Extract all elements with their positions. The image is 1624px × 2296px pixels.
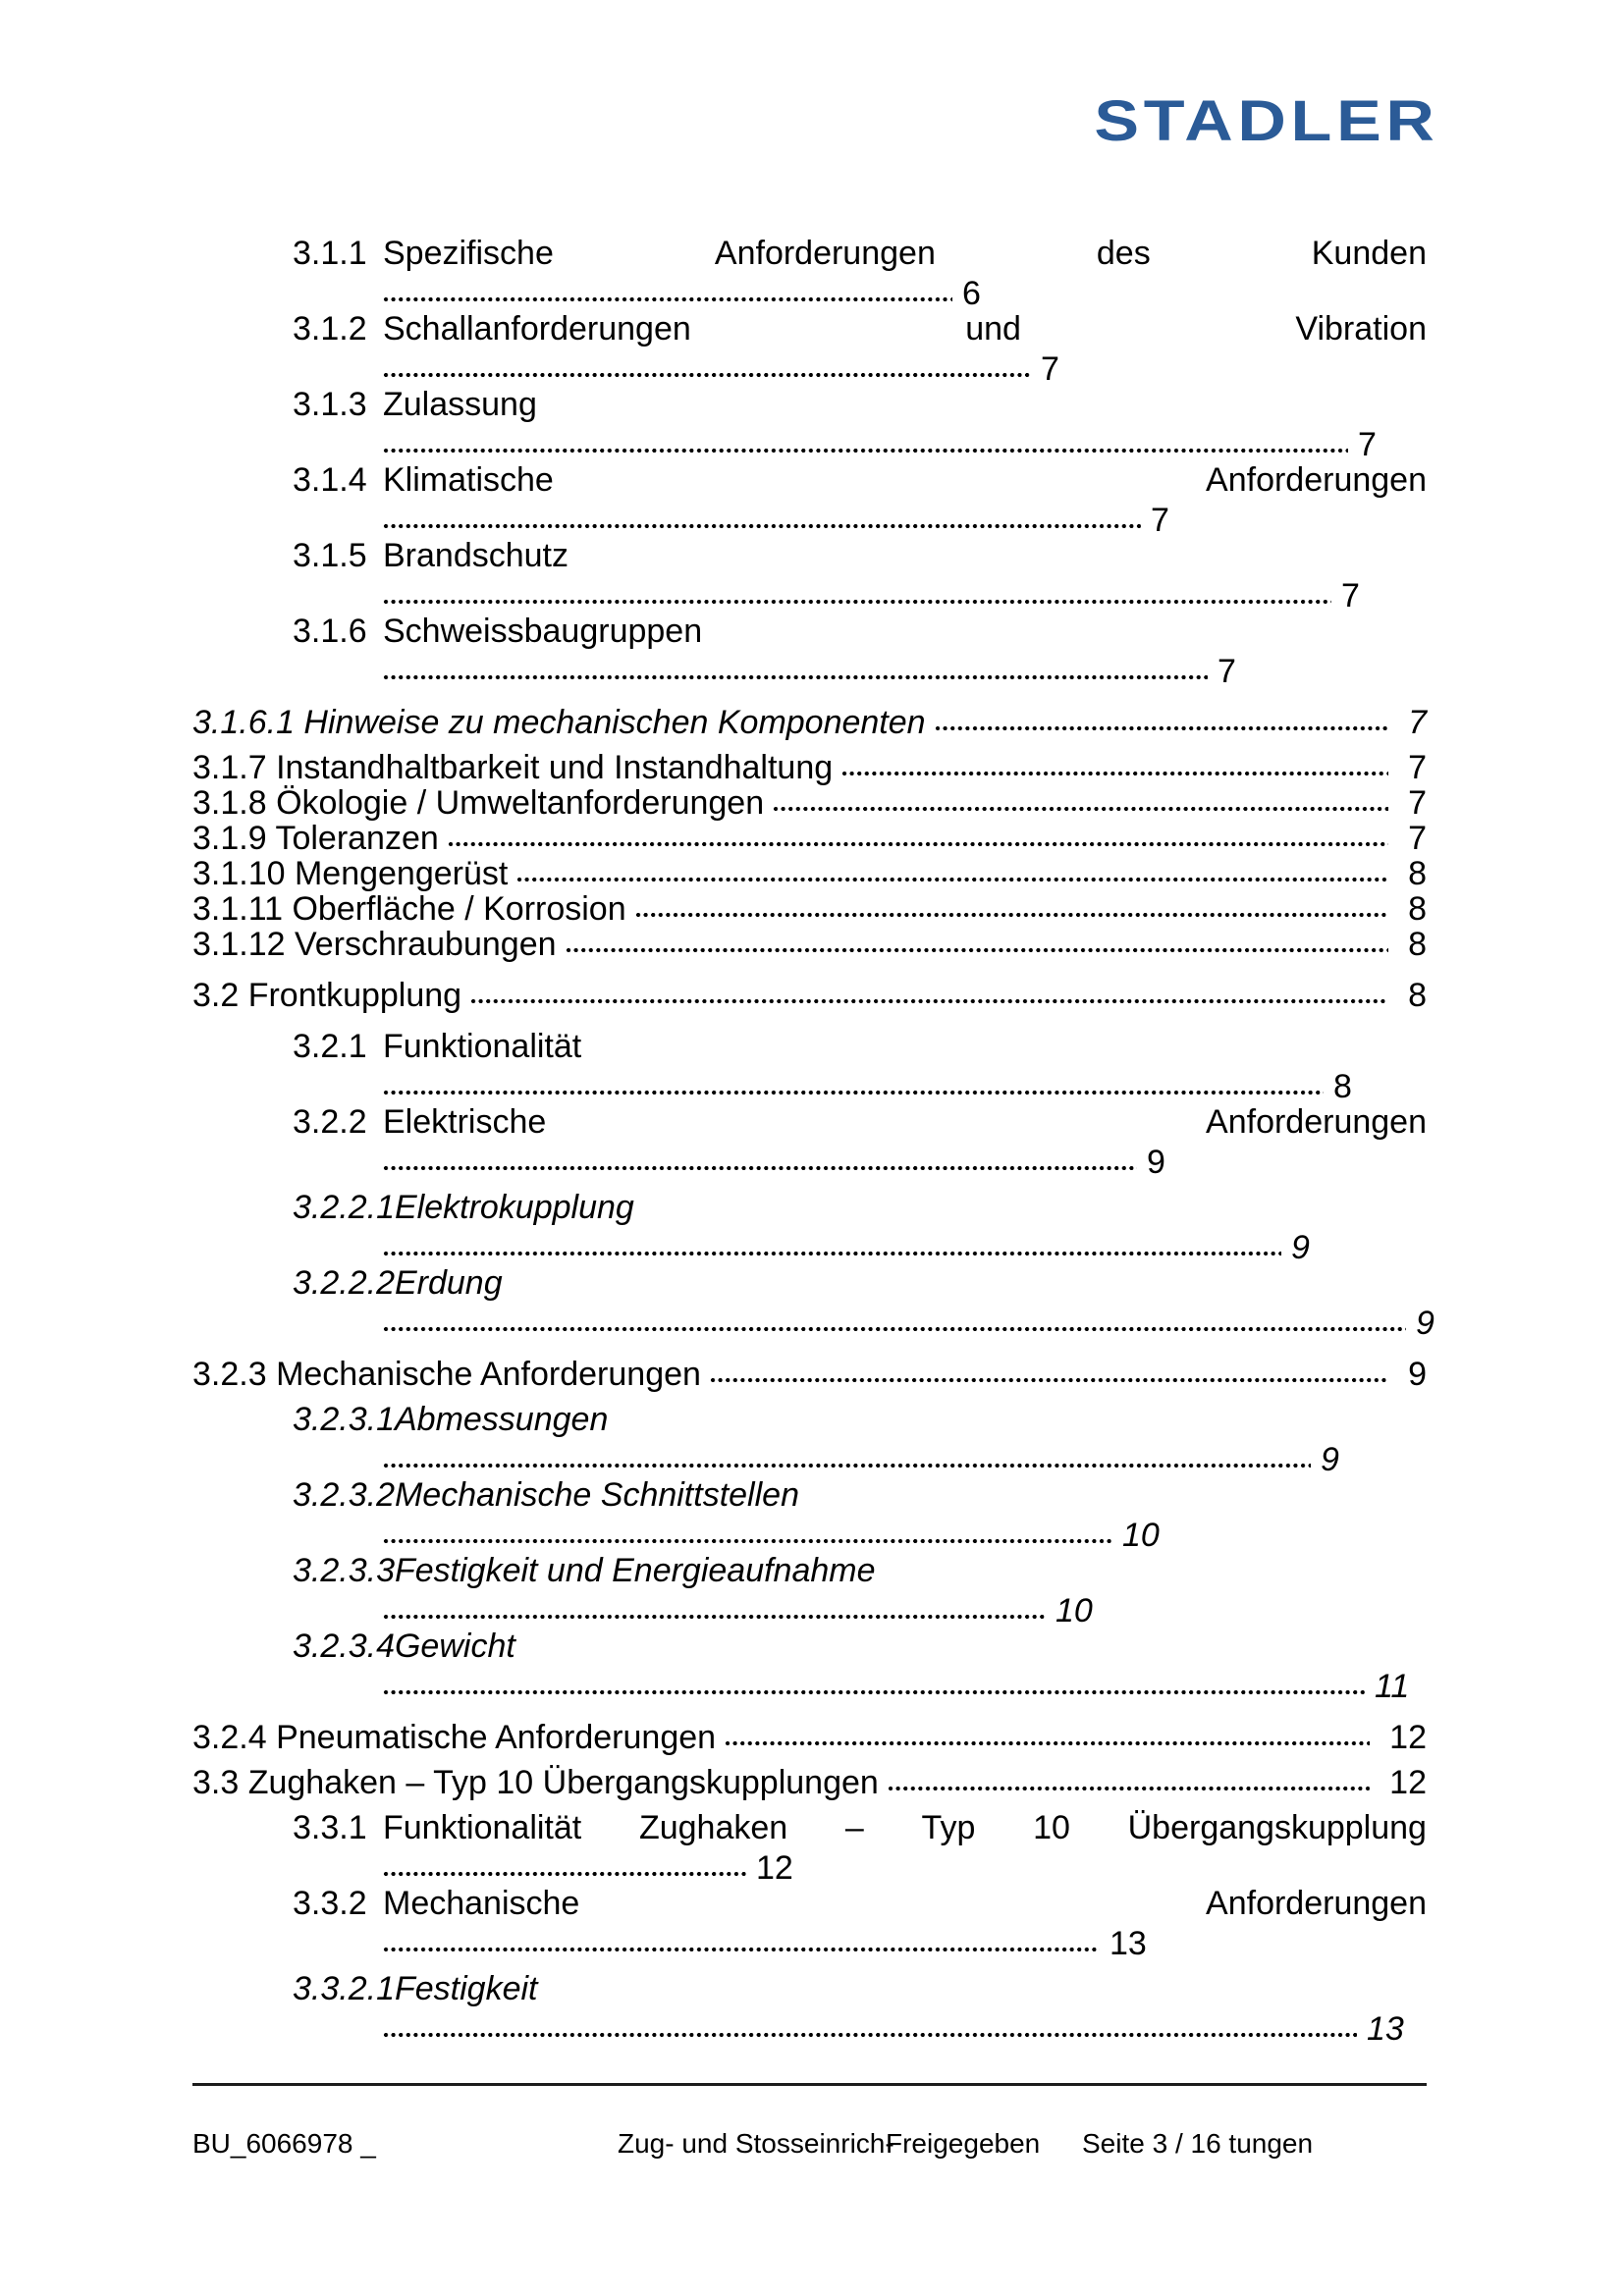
page-number: 7 xyxy=(1041,350,1059,388)
dot-leader xyxy=(383,1149,1137,1173)
toc-entry-3.2.1-leader xyxy=(192,1069,1427,1104)
dot-leader xyxy=(383,507,1141,531)
toc-entry-number: 3.2.3.2 xyxy=(293,1476,395,1514)
dot-leader xyxy=(383,1522,1112,1546)
toc-entry-title: Elektrokupplung xyxy=(394,1189,634,1226)
toc-entry-3.2.3.4 xyxy=(192,1629,1427,1664)
page-number: 9 xyxy=(1408,1356,1427,1393)
toc-entry-word: Funktionalität xyxy=(383,1809,582,1846)
page-number: 13 xyxy=(1367,2010,1404,2048)
toc-entry-number: 3.1.2 xyxy=(293,310,367,347)
dot-leader xyxy=(516,861,1388,884)
dot-leader xyxy=(470,983,1388,1006)
toc-entry-3.2.2-leader xyxy=(192,1145,1427,1180)
toc xyxy=(192,235,1435,2048)
toc-entry-word: Spezifische xyxy=(383,235,554,272)
dot-leader xyxy=(383,1674,1365,1697)
dot-leader xyxy=(448,826,1388,849)
toc-entry-title: Zulassung xyxy=(383,386,537,423)
page-number: 9 xyxy=(1291,1229,1310,1266)
toc-entry-number: 3.2.2 xyxy=(293,1103,367,1141)
toc-entry-title: Schweissbaugruppen xyxy=(383,613,703,650)
dot-leader xyxy=(383,583,1331,607)
toc-entry-3.2.3.1 xyxy=(192,1402,1427,1437)
toc-entry-3.2.2.2-leader xyxy=(192,1305,1435,1342)
dot-leader xyxy=(773,790,1388,814)
toc-entry-text: 3.1.10 Mengengerüst xyxy=(192,855,509,892)
toc-entry-number: 3.3.2.1 xyxy=(293,1970,395,2007)
toc-entry-3.3.1 xyxy=(192,1810,1427,1845)
toc-entry-3.1.3-leader xyxy=(192,427,1427,462)
toc-entry-3.2.3.3 xyxy=(192,1553,1427,1588)
dot-leader xyxy=(383,1310,1406,1334)
page-number: 8 xyxy=(1408,926,1427,963)
footer-status: Freigegeben xyxy=(886,2128,1041,2159)
toc-entry-text: 3.2.4 Pneumatische Anforderungen xyxy=(192,1719,717,1756)
page-number: 13 xyxy=(1110,1925,1147,1962)
dot-leader xyxy=(841,755,1388,778)
toc-entry-3.3.2.1-leader xyxy=(192,2011,1427,2047)
toc-entry-word: Elektrische xyxy=(383,1103,547,1141)
toc-entry-3.1.6.1 xyxy=(192,705,1427,740)
toc-entry-text: 3.1.7 Instandhaltbarkeit und Instandhaltung xyxy=(192,749,834,786)
toc-entry-3.1.3 xyxy=(192,387,1427,422)
toc-entry-text: 3.2.3 Mechanische Anforderungen xyxy=(192,1356,701,1393)
toc-entry-3.2.3.4-leader xyxy=(192,1669,1427,1704)
toc-entry-word: Mechanische xyxy=(383,1885,580,1922)
toc-entry-3.3.2 xyxy=(192,1886,1427,1921)
toc-entry-title: Festigkeit xyxy=(394,1970,538,2007)
dot-leader xyxy=(935,710,1389,733)
toc-entry-3.3.2.1 xyxy=(192,1971,1427,2006)
toc-entry-3.2.2.2 xyxy=(192,1265,1427,1301)
page-number: 8 xyxy=(1408,977,1427,1014)
page-number: 8 xyxy=(1333,1068,1352,1105)
toc-entry-text: 3.1.9 Toleranzen xyxy=(192,820,439,857)
toc-entry-title xyxy=(383,462,1427,498)
toc-entry-3.1.8 xyxy=(192,785,1427,821)
toc-entry-word: Vibration xyxy=(1295,310,1427,347)
toc-entry-title: Brandschutz xyxy=(383,537,568,574)
toc-entry-number: 3.2.3.3 xyxy=(293,1552,395,1589)
dot-leader xyxy=(566,932,1389,955)
toc-entry-number: 3.2.2.2 xyxy=(293,1264,395,1302)
toc-entry-number: 3.2.3.1 xyxy=(293,1401,395,1438)
toc-entry-title xyxy=(383,236,1427,271)
toc-entry-number: 3.3.2 xyxy=(293,1885,367,1922)
footer-doc-id: BU_6066978 _ xyxy=(192,2128,376,2159)
dot-leader xyxy=(383,1074,1324,1097)
dot-leader xyxy=(725,1725,1370,1748)
toc-entry-word: des xyxy=(1096,235,1151,272)
toc-entry-number: 3.1.1 xyxy=(293,235,367,272)
toc-entry-word: 10 xyxy=(1033,1809,1070,1846)
toc-entry-title: Erdung xyxy=(394,1264,503,1302)
dot-leader xyxy=(888,1770,1370,1793)
footer-rule xyxy=(192,2083,1427,2086)
dot-leader xyxy=(383,2016,1357,2040)
toc-entry-title: Funktionalität xyxy=(383,1028,582,1065)
toc-entry-title: Gewicht xyxy=(394,1628,515,1665)
toc-entry-3.1.4 xyxy=(192,462,1427,498)
toc-entry-3.1.10 xyxy=(192,856,1427,891)
page-number: 8 xyxy=(1408,890,1427,928)
toc-entry-3.1.5 xyxy=(192,538,1427,573)
page-number: 10 xyxy=(1122,1517,1160,1554)
page-number: 7 xyxy=(1408,820,1427,857)
dot-leader xyxy=(383,1598,1046,1622)
toc-entry-title xyxy=(383,1810,1427,1845)
dot-leader xyxy=(383,1235,1281,1258)
toc-entry-title xyxy=(383,311,1427,347)
toc-entry-3.3.2-leader xyxy=(192,1926,1427,1961)
toc-entry-3.1.6 xyxy=(192,614,1427,649)
toc-entry-title: Abmessungen xyxy=(394,1401,609,1438)
page-number: 8 xyxy=(1408,855,1427,892)
page-number: 7 xyxy=(1218,653,1236,690)
toc-entry-3.1.6-leader xyxy=(192,654,1427,689)
page-number: 12 xyxy=(1389,1719,1427,1756)
toc-entry-word: Typ xyxy=(921,1809,976,1846)
toc-entry-3.1.5-leader xyxy=(192,578,1427,614)
page-number: 11 xyxy=(1375,1668,1410,1705)
toc-entry-3.2.2.1-leader xyxy=(192,1230,1427,1265)
dot-leader xyxy=(383,1447,1311,1470)
toc-entry-text: 3.1.11 Oberfläche / Korrosion xyxy=(192,890,626,928)
toc-entry-3.2.2.1 xyxy=(192,1190,1427,1225)
toc-entry-3.2.2 xyxy=(192,1104,1427,1140)
dot-leader xyxy=(383,1855,746,1879)
toc-entry-number: 3.2.2.1 xyxy=(293,1189,395,1226)
page-number: 10 xyxy=(1056,1592,1093,1629)
toc-entry-word: Übergangskupplung xyxy=(1127,1809,1427,1846)
toc-entry-word: Zughaken xyxy=(638,1809,788,1846)
toc-entry-word: Schallanforderungen xyxy=(383,310,691,347)
toc-entry-3.2.4 xyxy=(192,1720,1427,1755)
page-number: 9 xyxy=(1416,1305,1435,1342)
dot-leader xyxy=(383,659,1208,682)
toc-entry-word: Anforderungen xyxy=(1206,1885,1427,1922)
toc-entry-3.1.2-leader xyxy=(192,351,1427,387)
toc-entry-word: – xyxy=(844,1809,864,1846)
toc-entry-text: 3.1.12 Verschraubungen xyxy=(192,926,557,963)
dot-leader xyxy=(635,896,1388,920)
toc-entry-3.2.3 xyxy=(192,1357,1427,1392)
toc-entry-3.1.9 xyxy=(192,821,1427,856)
toc-entry-3.2 xyxy=(192,978,1427,1013)
page-number: 7 xyxy=(1408,749,1427,786)
toc-entry-number: 3.1.6 xyxy=(293,613,367,650)
toc-entry-3.1.12 xyxy=(192,927,1427,962)
page-number: 7 xyxy=(1341,577,1360,614)
toc-entry-word: Anforderungen xyxy=(714,235,936,272)
toc-entry-title xyxy=(383,1886,1427,1921)
toc-entry-3.1.1 xyxy=(192,236,1427,271)
page-number: 9 xyxy=(1147,1144,1165,1181)
page-number: 6 xyxy=(962,275,981,312)
toc-entry-3.2.3.2-leader xyxy=(192,1518,1427,1553)
toc-entry-word: Anforderungen xyxy=(1206,461,1427,499)
dot-leader xyxy=(383,1931,1100,1954)
toc-entry-title xyxy=(383,1104,1427,1140)
page-number: 7 xyxy=(1151,502,1169,539)
toc-entry-3.1.1-leader xyxy=(192,276,1427,311)
page-number: 7 xyxy=(1408,784,1427,822)
dot-leader xyxy=(710,1362,1388,1385)
page-number: 9 xyxy=(1321,1441,1339,1478)
toc-entry-3.2.3.3-leader xyxy=(192,1593,1427,1629)
toc-entry-text: 3.3 Zughaken – Typ 10 Übergangskupplungen xyxy=(192,1764,879,1801)
toc-entry-number: 3.1.5 xyxy=(293,537,367,574)
toc-entry-word: Kunden xyxy=(1311,235,1427,272)
stadler-logo: STADLER xyxy=(1094,89,1439,153)
toc-entry-text: 3.1.6.1 Hinweise zu mechanischen Komponenten xyxy=(192,704,926,741)
footer-page-info: Seite 3 / 16 tungen xyxy=(1082,2128,1314,2159)
toc-entry-word: und xyxy=(965,310,1021,347)
toc-entry-number: 3.1.3 xyxy=(293,386,367,423)
dot-leader xyxy=(383,356,1031,380)
toc-entry-text: 3.1.8 Ökologie / Umweltanforderungen xyxy=(192,784,765,822)
toc-entry-number: 3.3.1 xyxy=(293,1809,367,1846)
toc-entry-number: 3.2.1 xyxy=(293,1028,367,1065)
page-number: 12 xyxy=(756,1849,793,1887)
dot-leader xyxy=(383,432,1348,455)
toc-entry-title: Festigkeit und Energieaufnahme xyxy=(394,1552,876,1589)
toc-entry-3.1.11 xyxy=(192,891,1427,927)
toc-entry-number: 3.2.3.4 xyxy=(293,1628,395,1665)
toc-entry-3.2.3.1-leader xyxy=(192,1442,1427,1477)
toc-entry-word: Anforderungen xyxy=(1206,1103,1427,1141)
toc-entry-3.2.1 xyxy=(192,1029,1427,1064)
toc-entry-number: 3.1.4 xyxy=(293,461,367,499)
toc-entry-text: 3.2 Frontkupplung xyxy=(192,977,462,1014)
toc-entry-3.2.3.2 xyxy=(192,1477,1427,1513)
toc-entry-title: Mechanische Schnittstellen xyxy=(394,1476,799,1514)
toc-entry-3.1.4-leader xyxy=(192,503,1427,538)
footer-doc-title: Zug- und Stosseinrich- xyxy=(618,2128,894,2159)
page-number: 12 xyxy=(1389,1764,1427,1801)
dot-leader xyxy=(383,281,952,304)
page-number: 7 xyxy=(1358,426,1377,463)
toc-entry-3.3.1-leader xyxy=(192,1850,1427,1886)
toc-entry-word: Klimatische xyxy=(383,461,554,499)
toc-entry-3.1.2 xyxy=(192,311,1427,347)
page-number: 7 xyxy=(1408,704,1427,741)
toc-entry-3.3 xyxy=(192,1765,1427,1800)
toc-entry-3.1.7 xyxy=(192,750,1427,785)
